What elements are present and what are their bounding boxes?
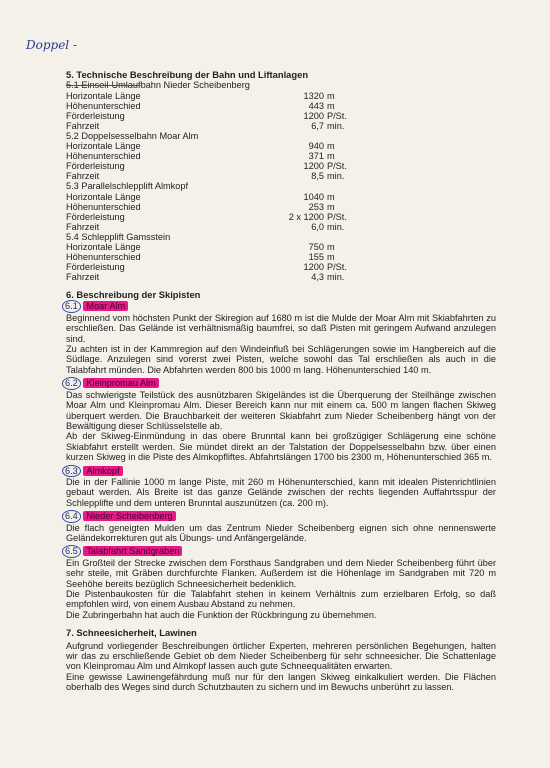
- struck-text: 5.1 Einseil-Umlauf: [66, 80, 141, 91]
- paragraph: Die Zubringerbahn hat auch die Funktion der Rückbringung zu übernehmen.: [66, 609, 377, 620]
- piste-number: 6.5: [62, 545, 81, 557]
- spec-row: Höhenunterschied 443 m: [66, 100, 335, 111]
- piste-number: 6.4: [62, 510, 81, 522]
- paragraph: Eine gewisse Lawinengefährdung muß nur für den langen Skiweg einkalkuliert werden. Die Flächen oberhalb des Weges sind durch Schutzbauten zu sichern und im Bewuchs unberührt zu lassen.: [66, 671, 496, 693]
- spec-row: Höhenunterschied 155 m: [66, 252, 335, 263]
- spec-row: Förderleistung 1200 P/St.: [66, 262, 347, 273]
- document-body: [66, 70, 496, 693]
- spec-row: Horizontale Länge 1320 m: [66, 90, 335, 101]
- lift-5-2-title: 5.2 Doppelsesselbahn Moar Alm: [66, 130, 199, 141]
- spec-row: Fahrzeit 4,3 min.: [66, 272, 345, 283]
- spec-row: Förderleistung 1200 P/St.: [66, 110, 347, 121]
- piste-6-3-title: [66, 465, 496, 477]
- paragraph: Aufgrund vorliegender Beschreibungen örtlicher Experten, mehreren persönlichen Begehungen, halten wir das zu erschließende Gebiet ob dem Nieder Scheibenberg für sehr schneesicher. Die Schattenlage von Kleinpromau Alm und Almkopf lassen auch gute Schneequalitäten erwarten.: [66, 640, 496, 672]
- lift-5-4-title: 5.4 Schlepplift Gamsstein: [66, 231, 171, 242]
- section-7-heading: 7. Schneesicherheit, Lawinen: [66, 627, 197, 639]
- spec-row: Höhenunterschied 253 m: [66, 201, 335, 212]
- paragraph: Beginnend vom höchsten Punkt der Skiregion auf 1680 m ist die Mulde der Moar Alm mit Skiabfahrten zu erschließen. Das Gelände ist verhältnismäßig baumfrei, so daß Pisten mit geringem Aufwand anzulegen sind.: [66, 312, 496, 344]
- paragraph: Ein Großteil der Strecke zwischen dem Forsthaus Sandgraben und dem Nieder Scheibenberg führt über sehr steile, mit Gräben durchfurchte Flanken. Außerdem ist die Höhenlage im Sandgraben mit 720 m Seehöhe bereits bezüglich Schneesicherheit bedenklich.: [66, 557, 496, 589]
- lift-5-3-title: 5.3 Parallelschlepplift Almkopf: [66, 181, 189, 192]
- spec-row: Horizontale Länge 940 m: [66, 141, 335, 152]
- highlighted-piste-name: Almkopf: [83, 466, 122, 476]
- spec-row: Förderleistung 2 x 1200 P/St.: [66, 211, 347, 222]
- piste-number: 6.2: [62, 377, 81, 389]
- paragraph: Zu achten ist in der Kammregion auf den Windeinfluß bei Schlägerungen sowie im Hangbereich auf die Südlage. Anzulegen sind vorerst zwei Pisten, welche sowohl das Tal erschließen als auch in die Talabfahrt münden. Die Abfahrten werden 800 bis 1000 m lang. Höhenunterschied 140 m.: [66, 344, 496, 375]
- lift-5-4-specs: [66, 242, 496, 282]
- paragraph: Die Pistenbaukosten für die Talabfahrt stehen in keinem Verhältnis zum erzielbaren Erfolg, so daß empfohlen wird, von einem Ausbau Abstand zu nehmen.: [66, 589, 496, 610]
- lift-title-rest: bahn Nieder Scheibenberg: [140, 80, 250, 91]
- piste-6-5-title: [66, 545, 496, 557]
- spec-row: Höhenunterschied 371 m: [66, 151, 335, 162]
- highlighted-piste-name: Talabfahrt Sandgraben: [83, 546, 182, 556]
- spec-row: Fahrzeit 6,0 min.: [66, 221, 345, 232]
- piste-6-2-title: [66, 377, 496, 389]
- lift-5-3-specs: [66, 192, 496, 232]
- spec-row: Horizontale Länge 750 m: [66, 242, 335, 253]
- section-5-heading: 5. Technische Beschreibung der Bahn und Liftanlagen: [66, 69, 309, 80]
- spec-row: Fahrzeit 8,5 min.: [66, 171, 345, 182]
- highlighted-piste-name: Kleinpromau Alm: [83, 378, 158, 388]
- highlighted-piste-name: Nieder Scheibenberg: [83, 511, 175, 521]
- spec-row: Förderleistung 1200 P/St.: [66, 161, 347, 172]
- piste-6-4-title: [66, 510, 496, 522]
- spec-row: Horizontale Länge 1040 m: [66, 191, 335, 202]
- paragraph: Das schwierigste Teilstück des ausnützbaren Skigeländes ist die Überquerung der Steilhänge zwischen Moar Alm und Kleinpromau Alm. Dieser Bereich kann nur mit einem ca. 500 m langen flachen Skiweg überquert werden. Die Brauchbarkeit der weiteren Skiabfahrt zum Nieder Scheibenberg hängt von der Bewältigung dieser Schlüsselstelle ab.: [66, 389, 496, 431]
- piste-number: 6.1: [62, 300, 81, 312]
- paragraph: Die in der Fallinie 1000 m lange Piste, mit 260 m Höhenunterschied, kann mit idealen Pistenrichtlinien gebaut werden. Als Breite ist das ganze Gelände zwischen der rechts liegenden Auffahrtsspur der Schlepplifte und dem unteren Brunntal auszunützen (ca. 200 m).: [66, 476, 496, 508]
- lift-5-2-specs: [66, 141, 496, 181]
- paragraph: Ab der Skiweg-Einmündung in das obere Brunntal kann bei großzügiger Schlägerung eine schöne Skiabfahrt erstellt werden. Sie mündet direkt an der Talstation der Doppelsesselbahn bzw. über einen kurzen Skiweg in die Piste des Almkopfliftes. Abfahrtslängen 1700 bis 2300 m, Höhenunterschied 365 m.: [66, 431, 496, 463]
- piste-6-1-title: [66, 300, 496, 312]
- lift-5-1-specs: [66, 91, 496, 131]
- paragraph: Die flach geneigten Mulden um das Zentrum Nieder Scheibenberg eignen sich ohne nennenswerte Geländekorrekturen gut als Übungs- und Anfängergelände.: [66, 522, 496, 543]
- spec-row: Fahrzeit 6,7 min.: [66, 120, 345, 131]
- piste-number: 6.3: [62, 465, 81, 477]
- highlighted-piste-name: Moar Alm: [83, 301, 128, 311]
- lift-5-1-title: [66, 80, 496, 90]
- section-6-heading: 6. Beschreibung der Skipisten: [66, 289, 201, 301]
- handwritten-note: Doppel -: [26, 38, 78, 52]
